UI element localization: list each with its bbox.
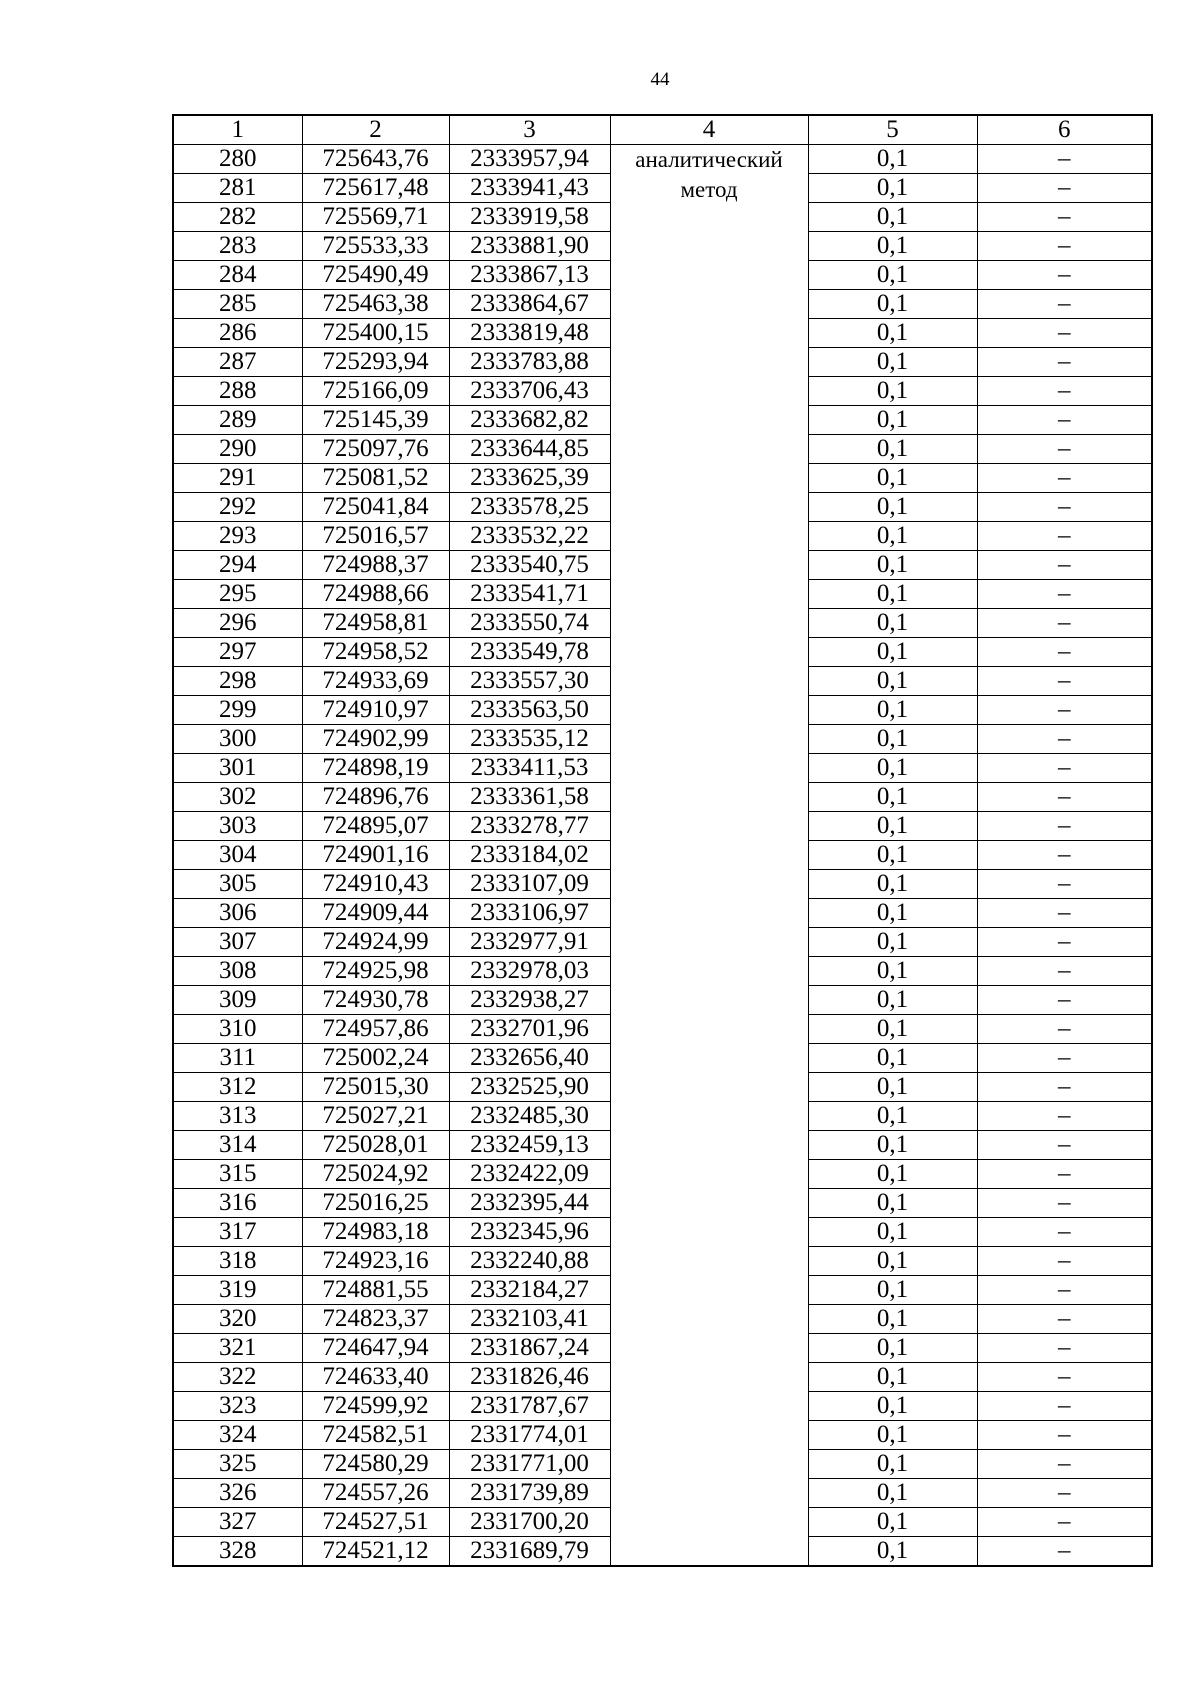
y-coordinate-cell: 2332656,40 [449,1044,610,1073]
point-number-cell: 308 [173,957,302,986]
dash-cell: – [977,870,1152,899]
accuracy-cell: 0,1 [808,1189,977,1218]
point-number-cell: 296 [173,609,302,638]
point-number-cell: 313 [173,1102,302,1131]
y-coordinate-cell: 2333535,12 [449,725,610,754]
y-coordinate-cell: 2333578,25 [449,493,610,522]
page-number: 44 [650,69,670,90]
x-coordinate-cell: 724958,52 [302,638,449,667]
accuracy-cell: 0,1 [808,580,977,609]
x-coordinate-cell: 725617,48 [302,174,449,203]
dash-cell: – [977,406,1152,435]
y-coordinate-cell: 2332485,30 [449,1102,610,1131]
x-coordinate-cell: 724983,18 [302,1218,449,1247]
point-number-cell: 288 [173,377,302,406]
accuracy-cell: 0,1 [808,696,977,725]
accuracy-cell: 0,1 [808,348,977,377]
x-coordinate-cell: 724881,55 [302,1276,449,1305]
y-coordinate-cell: 2333541,71 [449,580,610,609]
x-coordinate-cell: 724933,69 [302,667,449,696]
x-coordinate-cell: 724958,81 [302,609,449,638]
dash-cell: – [977,1102,1152,1131]
dash-cell: – [977,522,1152,551]
point-number-cell: 284 [173,261,302,290]
x-coordinate-cell: 725015,30 [302,1073,449,1102]
y-coordinate-cell: 2332345,96 [449,1218,610,1247]
accuracy-cell: 0,1 [808,1450,977,1479]
dash-cell: – [977,899,1152,928]
accuracy-cell: 0,1 [808,754,977,783]
dash-cell: – [977,1044,1152,1073]
y-coordinate-cell: 2333867,13 [449,261,610,290]
point-number-cell: 282 [173,203,302,232]
dash-cell: – [977,1537,1152,1567]
dash-cell: – [977,493,1152,522]
point-number-cell: 301 [173,754,302,783]
point-number-cell: 311 [173,1044,302,1073]
accuracy-cell: 0,1 [808,783,977,812]
point-number-cell: 289 [173,406,302,435]
point-number-cell: 295 [173,580,302,609]
x-coordinate-cell: 724895,07 [302,812,449,841]
point-number-cell: 320 [173,1305,302,1334]
accuracy-cell: 0,1 [808,522,977,551]
accuracy-cell: 0,1 [808,812,977,841]
dash-cell: – [977,435,1152,464]
accuracy-cell: 0,1 [808,1392,977,1421]
y-coordinate-cell: 2333107,09 [449,870,610,899]
method-cell: аналитический метод [610,145,808,1567]
y-coordinate-cell: 2331771,00 [449,1450,610,1479]
point-number-cell: 319 [173,1276,302,1305]
point-number-cell: 322 [173,1363,302,1392]
x-coordinate-cell: 724527,51 [302,1508,449,1537]
accuracy-cell: 0,1 [808,1044,977,1073]
x-coordinate-cell: 724582,51 [302,1421,449,1450]
point-number-cell: 325 [173,1450,302,1479]
y-coordinate-cell: 2333106,97 [449,899,610,928]
column-header: 1 [173,115,302,145]
x-coordinate-cell: 725533,33 [302,232,449,261]
point-number-cell: 299 [173,696,302,725]
accuracy-cell: 0,1 [808,1218,977,1247]
y-coordinate-cell: 2333919,58 [449,203,610,232]
y-coordinate-cell: 2332525,90 [449,1073,610,1102]
y-coordinate-cell: 2333941,43 [449,174,610,203]
accuracy-cell: 0,1 [808,290,977,319]
x-coordinate-cell: 725490,49 [302,261,449,290]
x-coordinate-cell: 725145,39 [302,406,449,435]
point-number-cell: 316 [173,1189,302,1218]
accuracy-cell: 0,1 [808,493,977,522]
accuracy-cell: 0,1 [808,1508,977,1537]
dash-cell: – [977,725,1152,754]
point-number-cell: 307 [173,928,302,957]
x-coordinate-cell: 724901,16 [302,841,449,870]
y-coordinate-cell: 2333278,77 [449,812,610,841]
dash-cell: – [977,174,1152,203]
dash-cell: – [977,928,1152,957]
x-coordinate-cell: 724957,86 [302,1015,449,1044]
y-coordinate-cell: 2333532,22 [449,522,610,551]
point-number-cell: 290 [173,435,302,464]
point-number-cell: 318 [173,1247,302,1276]
point-number-cell: 298 [173,667,302,696]
accuracy-cell: 0,1 [808,551,977,580]
accuracy-cell: 0,1 [808,145,977,174]
accuracy-cell: 0,1 [808,725,977,754]
dash-cell: – [977,1073,1152,1102]
y-coordinate-cell: 2333540,75 [449,551,610,580]
dash-cell: – [977,1131,1152,1160]
x-coordinate-cell: 725569,71 [302,203,449,232]
y-coordinate-cell: 2333706,43 [449,377,610,406]
y-coordinate-cell: 2333819,48 [449,319,610,348]
dash-cell: – [977,290,1152,319]
y-coordinate-cell: 2333881,90 [449,232,610,261]
y-coordinate-cell: 2331787,67 [449,1392,610,1421]
column-header: 2 [302,115,449,145]
accuracy-cell: 0,1 [808,609,977,638]
point-number-cell: 324 [173,1421,302,1450]
x-coordinate-cell: 724910,97 [302,696,449,725]
x-coordinate-cell: 724898,19 [302,754,449,783]
x-coordinate-cell: 725002,24 [302,1044,449,1073]
x-coordinate-cell: 725293,94 [302,348,449,377]
point-number-cell: 291 [173,464,302,493]
point-number-cell: 300 [173,725,302,754]
point-number-cell: 312 [173,1073,302,1102]
y-coordinate-cell: 2332938,27 [449,986,610,1015]
x-coordinate-cell: 725463,38 [302,290,449,319]
point-number-cell: 292 [173,493,302,522]
accuracy-cell: 0,1 [808,203,977,232]
dash-cell: – [977,1247,1152,1276]
x-coordinate-cell: 724599,92 [302,1392,449,1421]
point-number-cell: 281 [173,174,302,203]
point-number-cell: 317 [173,1218,302,1247]
point-number-cell: 306 [173,899,302,928]
x-coordinate-cell: 725016,57 [302,522,449,551]
dash-cell: – [977,1421,1152,1450]
x-coordinate-cell: 725097,76 [302,435,449,464]
y-coordinate-cell: 2333644,85 [449,435,610,464]
x-coordinate-cell: 725028,01 [302,1131,449,1160]
column-header: 5 [808,115,977,145]
accuracy-cell: 0,1 [808,1131,977,1160]
dash-cell: – [977,1392,1152,1421]
accuracy-cell: 0,1 [808,232,977,261]
x-coordinate-cell: 724923,16 [302,1247,449,1276]
point-number-cell: 315 [173,1160,302,1189]
dash-cell: – [977,841,1152,870]
accuracy-cell: 0,1 [808,435,977,464]
accuracy-cell: 0,1 [808,1305,977,1334]
y-coordinate-cell: 2333563,50 [449,696,610,725]
x-coordinate-cell: 724930,78 [302,986,449,1015]
dash-cell: – [977,319,1152,348]
dash-cell: – [977,1189,1152,1218]
x-coordinate-cell: 724557,26 [302,1479,449,1508]
point-number-cell: 309 [173,986,302,1015]
dash-cell: – [977,1450,1152,1479]
y-coordinate-cell: 2331689,79 [449,1537,610,1567]
y-coordinate-cell: 2331700,20 [449,1508,610,1537]
accuracy-cell: 0,1 [808,667,977,696]
dash-cell: – [977,986,1152,1015]
point-number-cell: 280 [173,145,302,174]
column-header: 6 [977,115,1152,145]
x-coordinate-cell: 724925,98 [302,957,449,986]
point-number-cell: 283 [173,232,302,261]
point-number-cell: 297 [173,638,302,667]
point-number-cell: 293 [173,522,302,551]
y-coordinate-cell: 2332184,27 [449,1276,610,1305]
point-number-cell: 314 [173,1131,302,1160]
accuracy-cell: 0,1 [808,464,977,493]
y-coordinate-cell: 2332240,88 [449,1247,610,1276]
accuracy-cell: 0,1 [808,1276,977,1305]
x-coordinate-cell: 725027,21 [302,1102,449,1131]
y-coordinate-cell: 2333361,58 [449,783,610,812]
dash-cell: – [977,1479,1152,1508]
accuracy-cell: 0,1 [808,638,977,667]
accuracy-cell: 0,1 [808,957,977,986]
accuracy-cell: 0,1 [808,899,977,928]
accuracy-cell: 0,1 [808,1160,977,1189]
x-coordinate-cell: 724823,37 [302,1305,449,1334]
y-coordinate-cell: 2332103,41 [449,1305,610,1334]
accuracy-cell: 0,1 [808,377,977,406]
point-number-cell: 304 [173,841,302,870]
dash-cell: – [977,377,1152,406]
y-coordinate-cell: 2332395,44 [449,1189,610,1218]
column-header: 4 [610,115,808,145]
dash-cell: – [977,145,1152,174]
y-coordinate-cell: 2331826,46 [449,1363,610,1392]
point-number-cell: 287 [173,348,302,377]
point-number-cell: 294 [173,551,302,580]
dash-cell: – [977,1276,1152,1305]
dash-cell: – [977,580,1152,609]
y-coordinate-cell: 2331774,01 [449,1421,610,1450]
dash-cell: – [977,783,1152,812]
dash-cell: – [977,261,1152,290]
accuracy-cell: 0,1 [808,928,977,957]
x-coordinate-cell: 725016,25 [302,1189,449,1218]
x-coordinate-cell: 724910,43 [302,870,449,899]
point-number-cell: 302 [173,783,302,812]
accuracy-cell: 0,1 [808,319,977,348]
column-header: 3 [449,115,610,145]
accuracy-cell: 0,1 [808,1073,977,1102]
point-number-cell: 286 [173,319,302,348]
y-coordinate-cell: 2332422,09 [449,1160,610,1189]
x-coordinate-cell: 724896,76 [302,783,449,812]
x-coordinate-cell: 724988,37 [302,551,449,580]
dash-cell: – [977,348,1152,377]
accuracy-cell: 0,1 [808,261,977,290]
accuracy-cell: 0,1 [808,174,977,203]
y-coordinate-cell: 2333783,88 [449,348,610,377]
point-number-cell: 328 [173,1537,302,1567]
point-number-cell: 305 [173,870,302,899]
dash-cell: – [977,638,1152,667]
accuracy-cell: 0,1 [808,1537,977,1567]
x-coordinate-cell: 725081,52 [302,464,449,493]
accuracy-cell: 0,1 [808,841,977,870]
dash-cell: – [977,203,1152,232]
y-coordinate-cell: 2333864,67 [449,290,610,319]
x-coordinate-cell: 725024,92 [302,1160,449,1189]
dash-cell: – [977,1015,1152,1044]
y-coordinate-cell: 2331739,89 [449,1479,610,1508]
accuracy-cell: 0,1 [808,1102,977,1131]
dash-cell: – [977,464,1152,493]
dash-cell: – [977,754,1152,783]
dash-cell: – [977,551,1152,580]
accuracy-cell: 0,1 [808,1479,977,1508]
x-coordinate-cell: 724924,99 [302,928,449,957]
point-number-cell: 285 [173,290,302,319]
y-coordinate-cell: 2331867,24 [449,1334,610,1363]
dash-cell: – [977,1305,1152,1334]
dash-cell: – [977,232,1152,261]
accuracy-cell: 0,1 [808,1363,977,1392]
y-coordinate-cell: 2333957,94 [449,145,610,174]
y-coordinate-cell: 2333549,78 [449,638,610,667]
x-coordinate-cell: 725643,76 [302,145,449,174]
dash-cell: – [977,1160,1152,1189]
dash-cell: – [977,957,1152,986]
y-coordinate-cell: 2332977,91 [449,928,610,957]
coordinates-table [172,114,1153,1567]
dash-cell: – [977,696,1152,725]
y-coordinate-cell: 2333625,39 [449,464,610,493]
x-coordinate-cell: 724580,29 [302,1450,449,1479]
dash-cell: – [977,1508,1152,1537]
x-coordinate-cell: 724633,40 [302,1363,449,1392]
point-number-cell: 310 [173,1015,302,1044]
point-number-cell: 303 [173,812,302,841]
y-coordinate-cell: 2333550,74 [449,609,610,638]
y-coordinate-cell: 2332701,96 [449,1015,610,1044]
y-coordinate-cell: 2333411,53 [449,754,610,783]
x-coordinate-cell: 724902,99 [302,725,449,754]
y-coordinate-cell: 2333184,02 [449,841,610,870]
accuracy-cell: 0,1 [808,986,977,1015]
y-coordinate-cell: 2333557,30 [449,667,610,696]
dash-cell: – [977,1363,1152,1392]
x-coordinate-cell: 724647,94 [302,1334,449,1363]
dash-cell: – [977,1334,1152,1363]
x-coordinate-cell: 724909,44 [302,899,449,928]
accuracy-cell: 0,1 [808,1421,977,1450]
accuracy-cell: 0,1 [808,870,977,899]
header-row [173,115,1152,145]
accuracy-cell: 0,1 [808,406,977,435]
dash-cell: – [977,812,1152,841]
dash-cell: – [977,609,1152,638]
x-coordinate-cell: 725166,09 [302,377,449,406]
x-coordinate-cell: 724988,66 [302,580,449,609]
dash-cell: – [977,1218,1152,1247]
table-row [173,145,1152,174]
accuracy-cell: 0,1 [808,1015,977,1044]
point-number-cell: 323 [173,1392,302,1421]
x-coordinate-cell: 725400,15 [302,319,449,348]
y-coordinate-cell: 2332459,13 [449,1131,610,1160]
accuracy-cell: 0,1 [808,1247,977,1276]
y-coordinate-cell: 2332978,03 [449,957,610,986]
y-coordinate-cell: 2333682,82 [449,406,610,435]
dash-cell: – [977,667,1152,696]
table-body [173,145,1152,1567]
point-number-cell: 327 [173,1508,302,1537]
point-number-cell: 321 [173,1334,302,1363]
accuracy-cell: 0,1 [808,1334,977,1363]
x-coordinate-cell: 725041,84 [302,493,449,522]
x-coordinate-cell: 724521,12 [302,1537,449,1567]
point-number-cell: 326 [173,1479,302,1508]
